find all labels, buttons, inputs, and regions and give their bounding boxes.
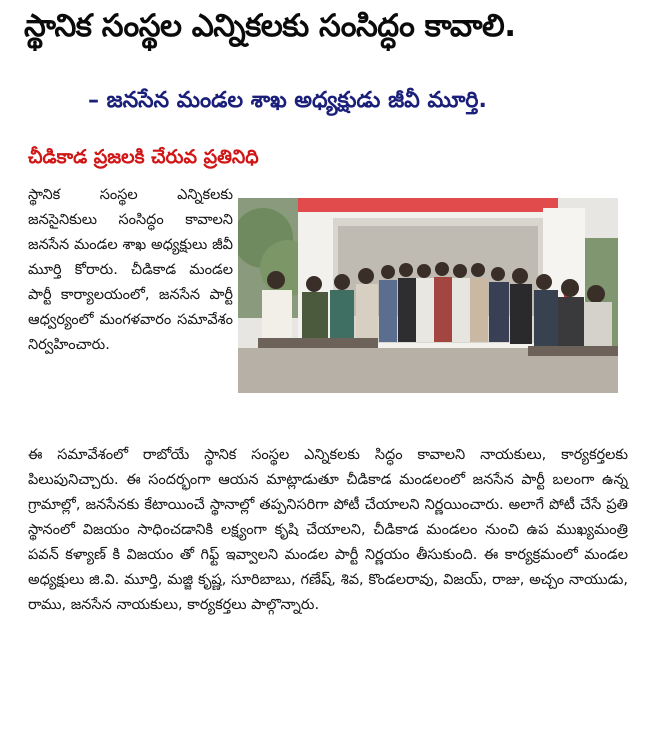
article-paragraph-2: ఈ సమావేశంలో రాబోయే స్థానిక సంస్థల ఎన్నికలకు సిద్ధం కావాలని నాయకులు, కార్యకర్తలకు పిలుపునిచ్చారు. ఈ సందర్భంగా ఆయన మాట్లాడుతూ చీడికాడ మండలంలో జనసేన పార్టీ బలంగా ఉన్న గ్రామాల్లో, జనసేనకు కేటాయించే స్థానాల్లో తప్పనిసరిగా పోటీ చేయాలని నిర్ణయించారు. అలాగే పోటీ చేసే ప్రతి స్థానంలో విజయం సాధించడానికి లక్ష్యంగా కృషి చేయాలని, చీడికాడ మండలం నుంచి ఉప ముఖ్యమంత్రి పవన్ కళ్యాణ్ కి విజయం తో గిఫ్ట్ ఇవ్వాలని మండల పార్టీ నిర్ణయం తీసుకుంది. ఈ కార్యక్రమంలో మండల అధ్యక్షులు జి.వి. మూర్తి, మజ్జి కృష్ణ, సూరిబాబు, గణేష్, శివ, కొండలరావు, విజయ్, రాజు, అచ్చం నాయుడు, రాము, జనసేన నాయకులు, కార్యకర్తలు పాల్గొన్నారు. (28, 447, 628, 613)
article-paragraph-1: స్థానిక సంస్థల ఎన్నికలకు జనసైనికులు సంసిద్ధం కావాలని జనసేన మండల శాఖ అధ్యక్షులు జీవీ మూర్తి కోరారు. చీడికాడ మండల పార్టీ కార్యాలయంలో, జనసేన పార్టీ ఆధ్వర్యంలో మంగళవారం సమావేశం నిర్వహించారు. (28, 187, 233, 353)
group-photo-image (238, 198, 618, 393)
group-photo (238, 198, 618, 393)
article-headline: స్థానిక సంస్థల ఎన్నికలకు సంసిద్ధం కావాలి. (24, 8, 516, 44)
article-subheadline: – జనసేన మండల శాఖ అధ్యక్షుడు జీవీ మూర్తి. (88, 88, 487, 113)
article-dateline: చీడికాడ ప్రజలకి చేరువ ప్రతినిధి (28, 146, 259, 168)
